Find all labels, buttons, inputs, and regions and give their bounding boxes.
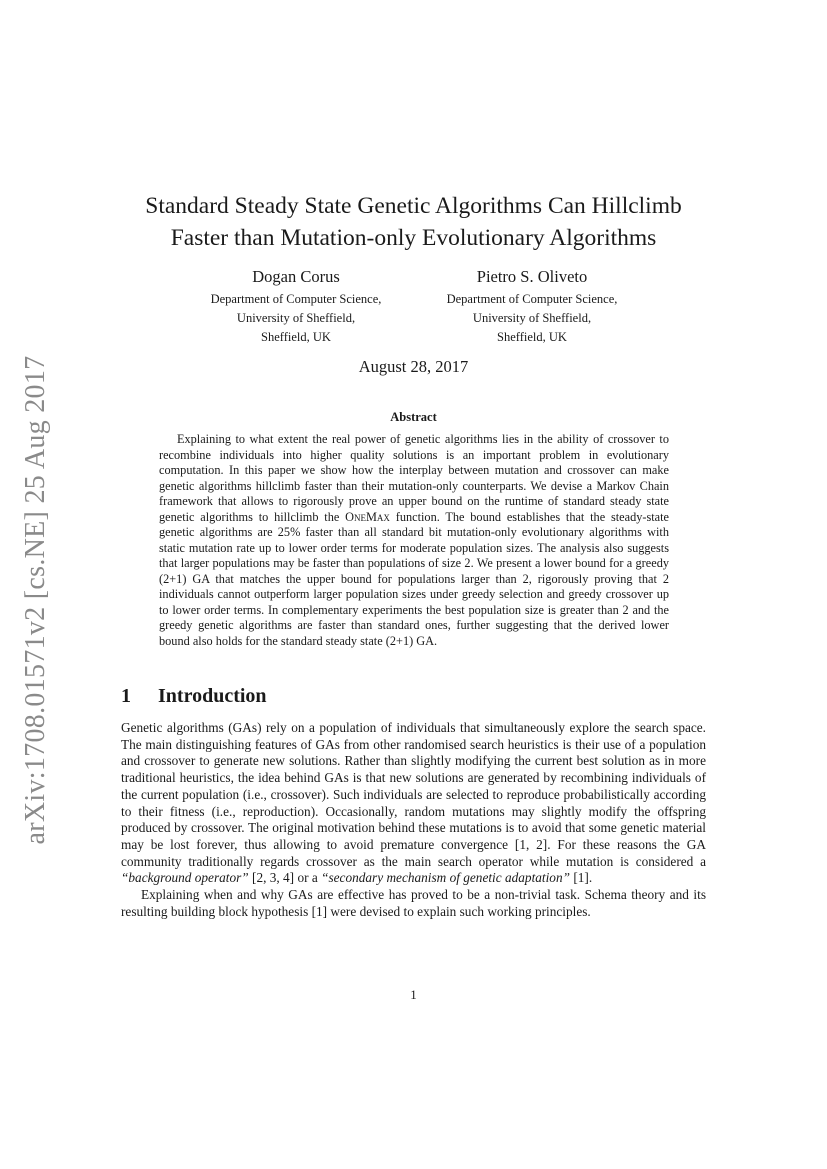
paper-title <box>100 190 727 254</box>
introduction-body <box>121 720 706 920</box>
intro-p1-text-3: [1]. <box>573 870 593 886</box>
section-heading-introduction <box>121 683 267 709</box>
affiliation-location: Sheffield, UK <box>261 330 331 344</box>
affiliation-department: Department of Computer Science, <box>210 292 382 306</box>
onemax-function-name: OneMax <box>345 509 390 524</box>
abstract-heading: Abstract <box>390 410 437 424</box>
intro-quote-background-operator: “background operator” <box>121 870 249 886</box>
intro-quote-secondary-mechanism: “secondary mechanism of genetic adaptation” <box>321 870 570 886</box>
arxiv-identifier-stamp: arXiv:1708.01571v2 [cs.NE] 25 Aug 2017 <box>20 355 51 845</box>
author-affiliation <box>412 290 652 347</box>
paper-title-line-1: Standard Steady State Genetic Algorithms Can Hillclimb <box>145 193 682 219</box>
affiliation-department: Department of Computer Science, <box>446 292 618 306</box>
author-name: Dogan Corus <box>252 267 340 286</box>
abstract-body <box>159 432 669 649</box>
intro-paragraph-2: Explaining when and why GAs are effective has proved to be a non-trivial task. Schema theory and its resulting building block hypothesis [1] were devised to explain such working principles. <box>121 887 706 919</box>
intro-p1-text-2: [2, 3, 4] or a <box>252 870 318 886</box>
section-title: Introduction <box>158 685 267 707</box>
page-number: 1 <box>410 987 417 1002</box>
section-number: 1 <box>121 685 131 707</box>
affiliation-university: University of Sheffield, <box>236 311 356 325</box>
author-affiliation <box>176 290 416 347</box>
intro-paragraph-1 <box>121 720 706 887</box>
affiliation-university: University of Sheffield, <box>472 311 592 325</box>
author-block-1 <box>176 266 416 347</box>
intro-p1-text-1: Genetic algorithms (GAs) rely on a population of individuals that simultaneously explore the search space. The main distinguishing features of GAs from other randomised search heuristics is their use of a population and crossover to generate new solutions. Rather than slightly modifying the current best solution as in more traditional heuristics, the idea behind GAs is that new solutions are generated by recombining individuals of the current population (i.e., crossover). Such individuals are selected to reproduce probabilistically according to their fitness (i.e., reproduction). Occasionally, random mutations may slightly modify the offspring produced by crossover. The original motivation behind these mutations is to avoid that some genetic material may be lost forever, thus allowing to avoid premature convergence [1, 2]. For these reasons the GA community traditionally regards crossover as the main search operator while mutation is considered a <box>121 720 706 869</box>
affiliation-location: Sheffield, UK <box>497 330 567 344</box>
abstract-text-part-2: function. The bound establishes that the steady-state genetic algorithms are 25% faster than all standard bit mutation-only evolutionary algorithms with static mutation rate up to lower order terms for moderate population sizes. The analysis also suggests that larger populations may be faster than populations of size 2. We present a lower bound for a greedy (2+1) GA that matches the upper bound for populations larger than 2, rigorously proving that 2 individuals cannot outperform larger population sizes under greedy selection and greedy crossover up to lower order terms. In complementary experiments the best population size is greater than 2 and the greedy genetic algorithms are faster than standard ones, further suggesting that the derived lower bound also holds for the standard steady state (2+1) GA. <box>159 509 670 648</box>
author-block-2 <box>412 266 652 347</box>
abstract-text-part-1: Explaining to what extent the real power of genetic algorithms lies in the ability of crossover to recombine individuals into higher quality solutions is an important problem in evolutionary computation. In this paper we show how the interplay between mutation and crossover can make genetic algorithms hillclimb faster than their mutation-only counterparts. We devise a Markov Chain framework that allows to rigorously prove an upper bound on the runtime of standard steady state genetic algorithms to hillclimb the <box>159 432 669 524</box>
paper-title-line-2: Faster than Mutation-only Evolutionary Algorithms <box>170 225 657 251</box>
publication-date: August 28, 2017 <box>358 357 469 376</box>
author-name: Pietro S. Oliveto <box>476 267 588 286</box>
